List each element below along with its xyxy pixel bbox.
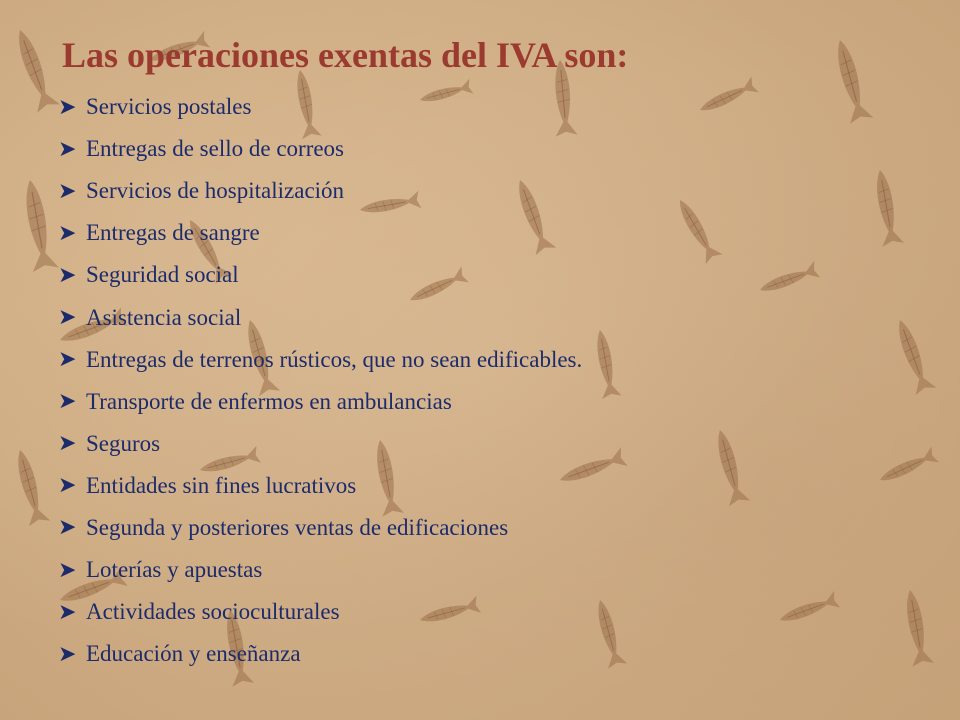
list-item xyxy=(58,633,582,675)
list-item-label: Entregas de sello de correos xyxy=(86,136,345,162)
slide-title: Las operaciones exentas del IVA son: xyxy=(62,35,629,75)
list-item-label: Entregas de terrenos rústicos, que no sean edificables. xyxy=(86,346,583,372)
list-item-label: Actividades socioculturales xyxy=(86,599,340,625)
list-item xyxy=(58,339,582,381)
list-item xyxy=(58,423,582,465)
list-item xyxy=(58,212,582,254)
list-item-label: Servicios de hospitalización xyxy=(86,178,345,204)
arrowhead-bullet-icon: ➤ xyxy=(58,599,77,625)
list-item-label: Servicios postales xyxy=(86,94,252,120)
arrowhead-bullet-icon: ➤ xyxy=(58,515,77,541)
list-item-label: Transporte de enfermos en ambulancias xyxy=(86,388,452,414)
list-item xyxy=(58,170,582,212)
list-item xyxy=(58,591,582,633)
list-item-label: Entregas de sangre xyxy=(86,220,260,246)
list-item-label: Asistencia social xyxy=(86,304,242,330)
arrowhead-bullet-icon: ➤ xyxy=(58,262,77,288)
arrowhead-bullet-icon: ➤ xyxy=(58,557,77,583)
list-item xyxy=(58,465,582,507)
arrowhead-bullet-icon: ➤ xyxy=(58,347,77,373)
list-item xyxy=(58,254,582,296)
arrowhead-bullet-icon: ➤ xyxy=(58,389,77,415)
arrowhead-bullet-icon: ➤ xyxy=(58,641,77,667)
list-item-label: Educación y enseñanza xyxy=(86,641,301,667)
exempt-operations-list xyxy=(58,86,582,675)
arrowhead-bullet-icon: ➤ xyxy=(58,305,77,331)
list-item xyxy=(58,128,582,170)
arrowhead-bullet-icon: ➤ xyxy=(58,178,77,204)
list-item-label: Loterías y apuestas xyxy=(86,557,263,583)
arrowhead-bullet-icon: ➤ xyxy=(58,220,77,246)
arrowhead-bullet-icon: ➤ xyxy=(58,136,77,162)
list-item-label: Entidades sin fines lucrativos xyxy=(86,472,357,498)
list-item xyxy=(58,507,582,549)
list-item xyxy=(58,86,582,128)
list-item xyxy=(58,549,582,591)
list-item-label: Segunda y posteriores ventas de edificaciones xyxy=(86,514,509,540)
arrowhead-bullet-icon: ➤ xyxy=(58,473,77,499)
list-item xyxy=(58,296,582,338)
arrowhead-bullet-icon: ➤ xyxy=(58,94,77,120)
list-item-label: Seguridad social xyxy=(86,262,239,288)
arrowhead-bullet-icon: ➤ xyxy=(58,431,77,457)
list-item xyxy=(58,381,582,423)
list-item-label: Seguros xyxy=(86,430,161,456)
